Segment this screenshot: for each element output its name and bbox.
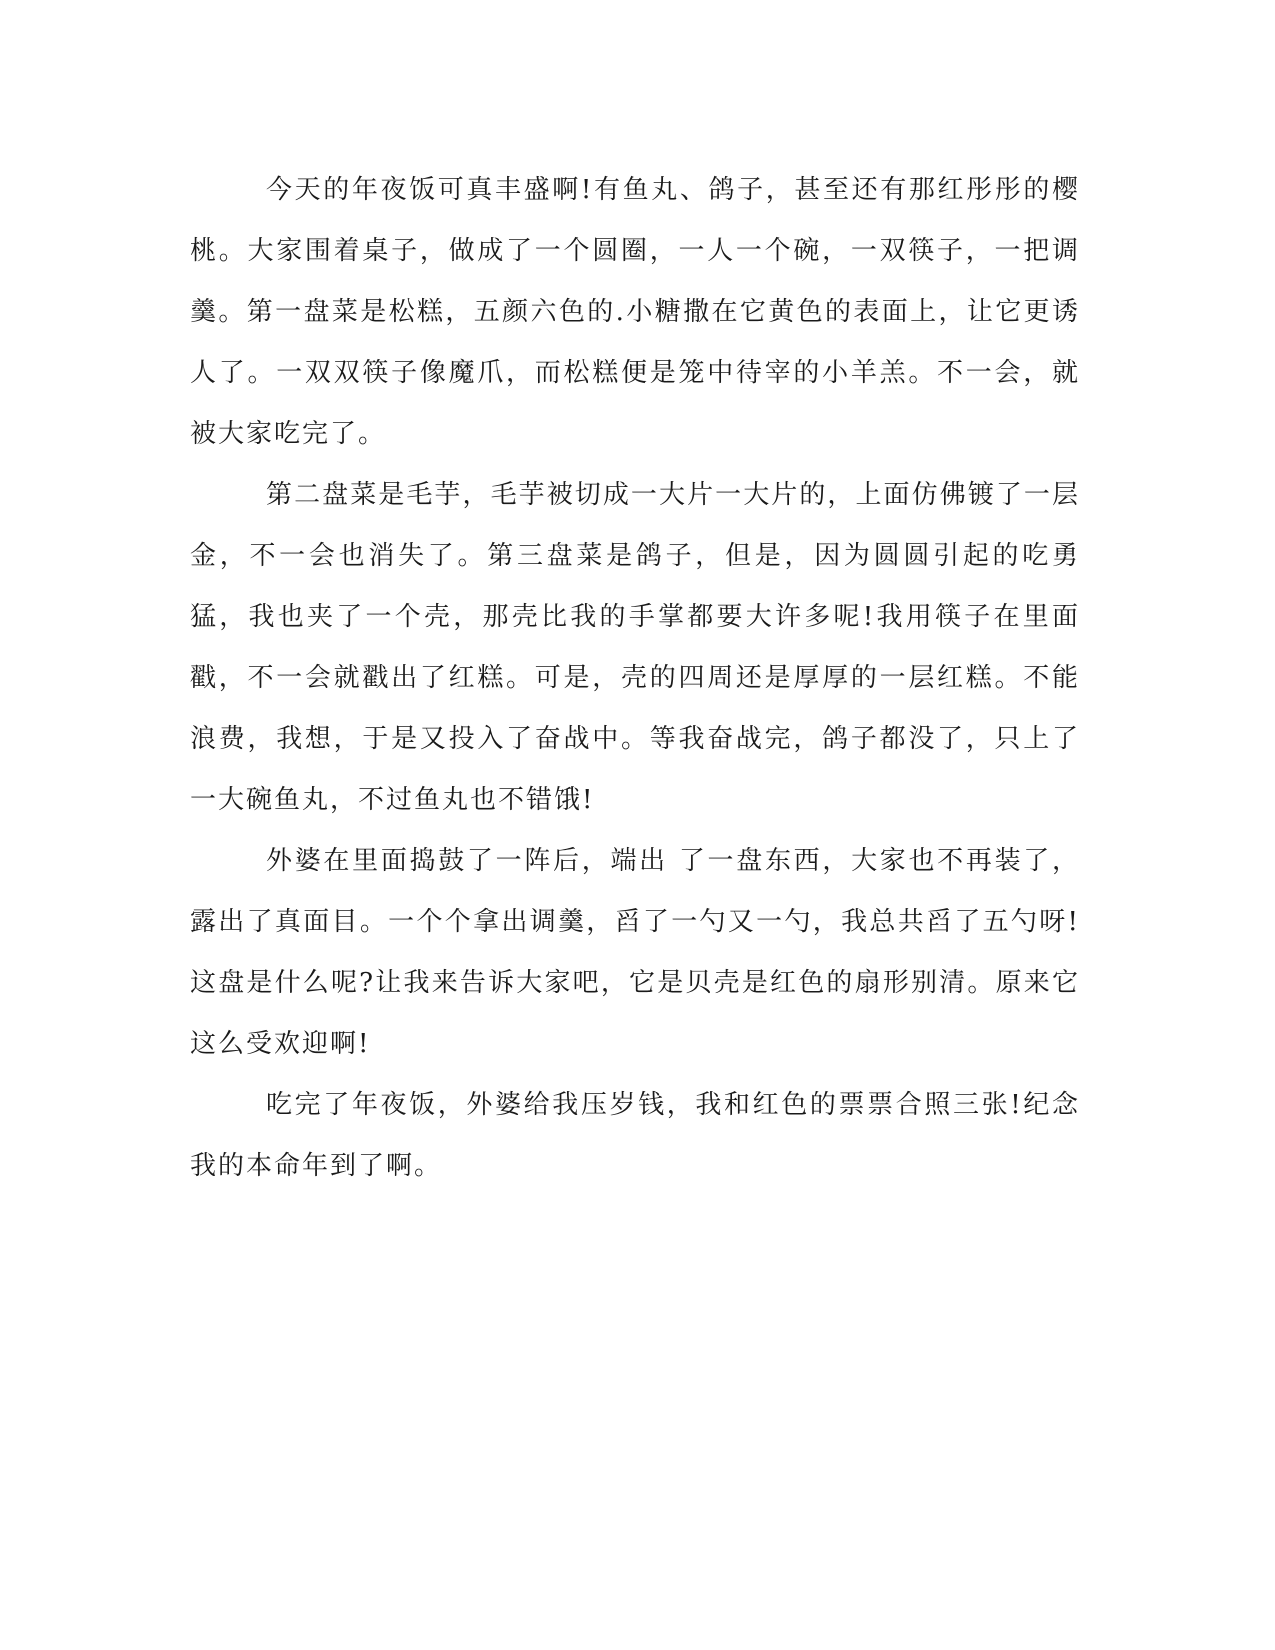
paragraph-4: 吃完了年夜饭，外婆给我压岁钱，我和红色的票票合照三张!纪念我的本命年到了啊。 bbox=[190, 1090, 1080, 1181]
paragraph-2: 第二盘菜是毛芋，毛芋被切成一大片一大片的，上面仿佛镀了一层金，不一会也消失了。第三盘菜是鸽子，但是，因为圆圆引起的吃勇猛，我也夹了一个壳，那壳比我的手掌都要大许多呢!我用筷子在里面戳，不一会就戳出了红糕。可是，壳的四周还是厚厚的一层红糕。不能浪费，我想，于是又投入了奋战中。等我奋战完，鸽子都没了，只上了一大碗鱼丸，不过鱼丸也不错饿! bbox=[190, 480, 1080, 815]
paragraph-1: 今天的年夜饭可真丰盛啊!有鱼丸、鸽子，甚至还有那红彤彤的樱桃。大家围着桌子，做成了一个圆圈，一人一个碗，一双筷子，一把调羹。第一盘菜是松糕，五颜六色的.小糖撒在它黄色的表面上，让它更诱人了。一双双筷子像魔爪，而松糕便是笼中待宰的小羊羔。不一会，就被大家吃完了。 bbox=[190, 175, 1080, 449]
paragraph-3: 外婆在里面捣鼓了一阵后，端出 了一盘东西，大家也不再装了，露出了真面目。一个个拿出调羹，舀了一勺又一勺，我总共舀了五勺呀!这盘是什么呢?让我来告诉大家吧，它是贝壳是红色的扇形别清。原来它这么受欢迎啊! bbox=[190, 846, 1080, 1059]
document-body bbox=[190, 160, 1080, 1197]
